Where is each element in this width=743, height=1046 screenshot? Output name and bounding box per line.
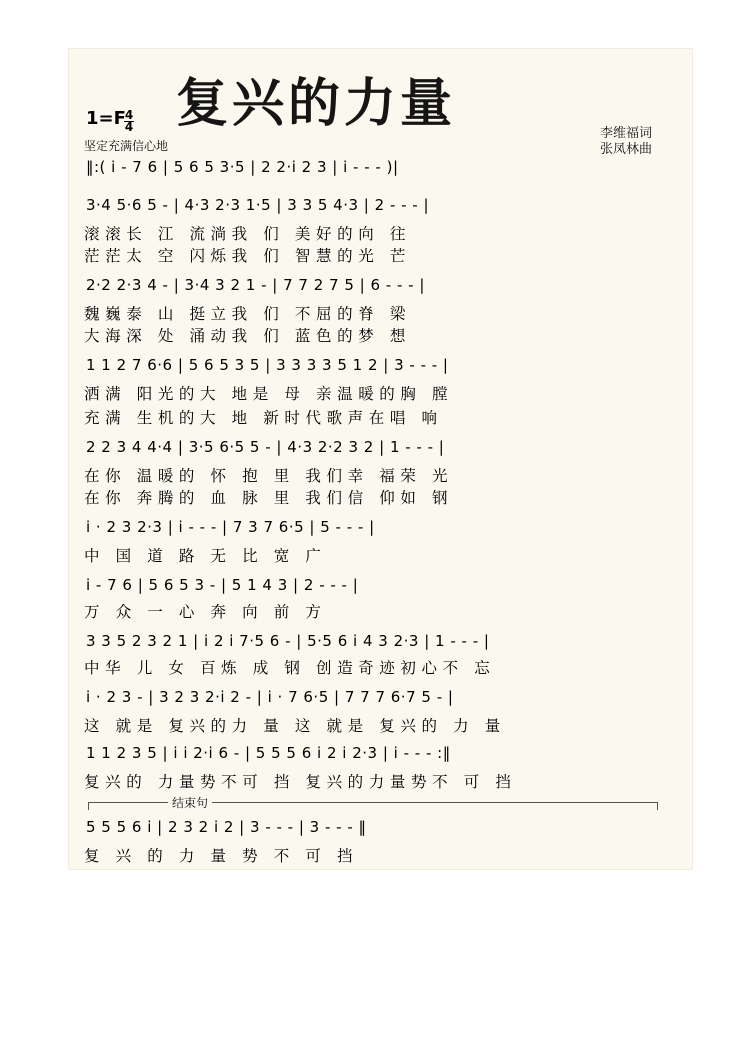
lyric-line-5b: 在你 奔腾的 血 脉 里 我们信 仰如 钢 [84, 489, 454, 507]
lyric-line-8: 中华 儿 女 百炼 成 钢 创造奇迹初心不 忘 [84, 659, 496, 677]
notation-line-5: 2 2 3 4 4·4 | 3·5 6·5 5 - | 4·3 2·2 3 2 | 1 - - - | [86, 438, 445, 456]
lyric-line-5a: 在你 温暖的 怀 抱 里 我们幸 福荣 光 [84, 467, 454, 485]
lyric-line-2a: 滚滚长 江 流淌我 们 美好的向 往 [84, 225, 411, 243]
lyric-line-10: 复兴的 力量势不可 挡 复兴的力量势不 可 挡 [84, 773, 517, 791]
notation-line-7: i - 7 6 | 5 6 5 3 - | 5 1 4 3 | 2 - - - | [86, 576, 359, 594]
lyric-line-3a: 魏巍泰 山 挺立我 们 不屈的脊 梁 [84, 305, 411, 323]
tempo-marking: 坚定充满信心地 [84, 139, 169, 153]
notation-line-8: 3 3 5 2 3 2 1 | i 2 i 7·5 6 - | 5·5 6 i 4 3 2·3 | 1 - - - | [86, 632, 490, 650]
song-title: 复兴的力量 [176, 73, 457, 134]
time-signature [123, 110, 135, 133]
time-signature-top: 4 [124, 108, 134, 122]
notation-line-4: 1 1 2 7 6·6 | 5 6 5 3 5 | 3 3 3 3 5 1 2 | 3 - - - | [86, 356, 449, 374]
notation-line-1: ‖:( i - 7 6 | 5 6 5 3·5 | 2 2·i 2 3 | i - - - )| [86, 158, 399, 176]
lyric-line-11: 复 兴 的 力 量 势 不 可 挡 [84, 847, 359, 865]
notation-line-11: 5 5 5 6 i | 2 3 2 i 2 | 3 - - - | 3 - - - ‖ [86, 818, 367, 836]
lyricist-credit: 李维福词 [600, 126, 653, 141]
lyric-line-3b: 大海深 处 涌动我 们 蓝色的梦 想 [84, 327, 411, 345]
lyric-line-6: 中 国 道 路 无 比 宽 广 [84, 547, 327, 565]
notation-line-10: 1 1 2 3 5 | i i 2·i 6 - | 5 5 5 6 i 2 i 2·3 | i - - - :‖ [86, 744, 451, 762]
notation-line-3: 2·2 2·3 4 - | 3·4 3 2 1 - | 7 7 2 7 5 | 6 - - - | [86, 276, 425, 294]
notation-line-9: i · 2 3 - | 3 2 3 2·i 2 - | i · 7 6·5 | 7 7 7 6·7 5 - | [86, 688, 454, 706]
key-signature: 1=F [86, 108, 126, 129]
time-signature-bottom: 4 [124, 120, 134, 134]
notation-line-2: 3·4 5·6 5 - | 4·3 2·3 1·5 | 3 3 5 4·3 | 2 - - - | [86, 196, 430, 214]
lyric-line-9: 这 就是 复兴的力 量 这 就是 复兴的 力 量 [84, 717, 506, 735]
lyric-line-4b: 充满 生机的大 地 新时代歌声在唱 响 [84, 409, 443, 427]
ending-label: 结束句 [168, 794, 212, 811]
notation-line-6: i · 2 3 2·3 | i - - - | 7 3 7 6·5 | 5 - - - | [86, 518, 375, 536]
lyric-line-4a: 洒满 阳光的大 地是 母 亲温暖的胸 膛 [84, 385, 454, 403]
lyric-line-2b: 茫茫太 空 闪烁我 们 智慧的光 芒 [84, 247, 411, 265]
lyric-line-7: 万 众 一 心 奔 向 前 方 [84, 603, 327, 621]
composer-credit: 张凤林曲 [600, 142, 653, 157]
